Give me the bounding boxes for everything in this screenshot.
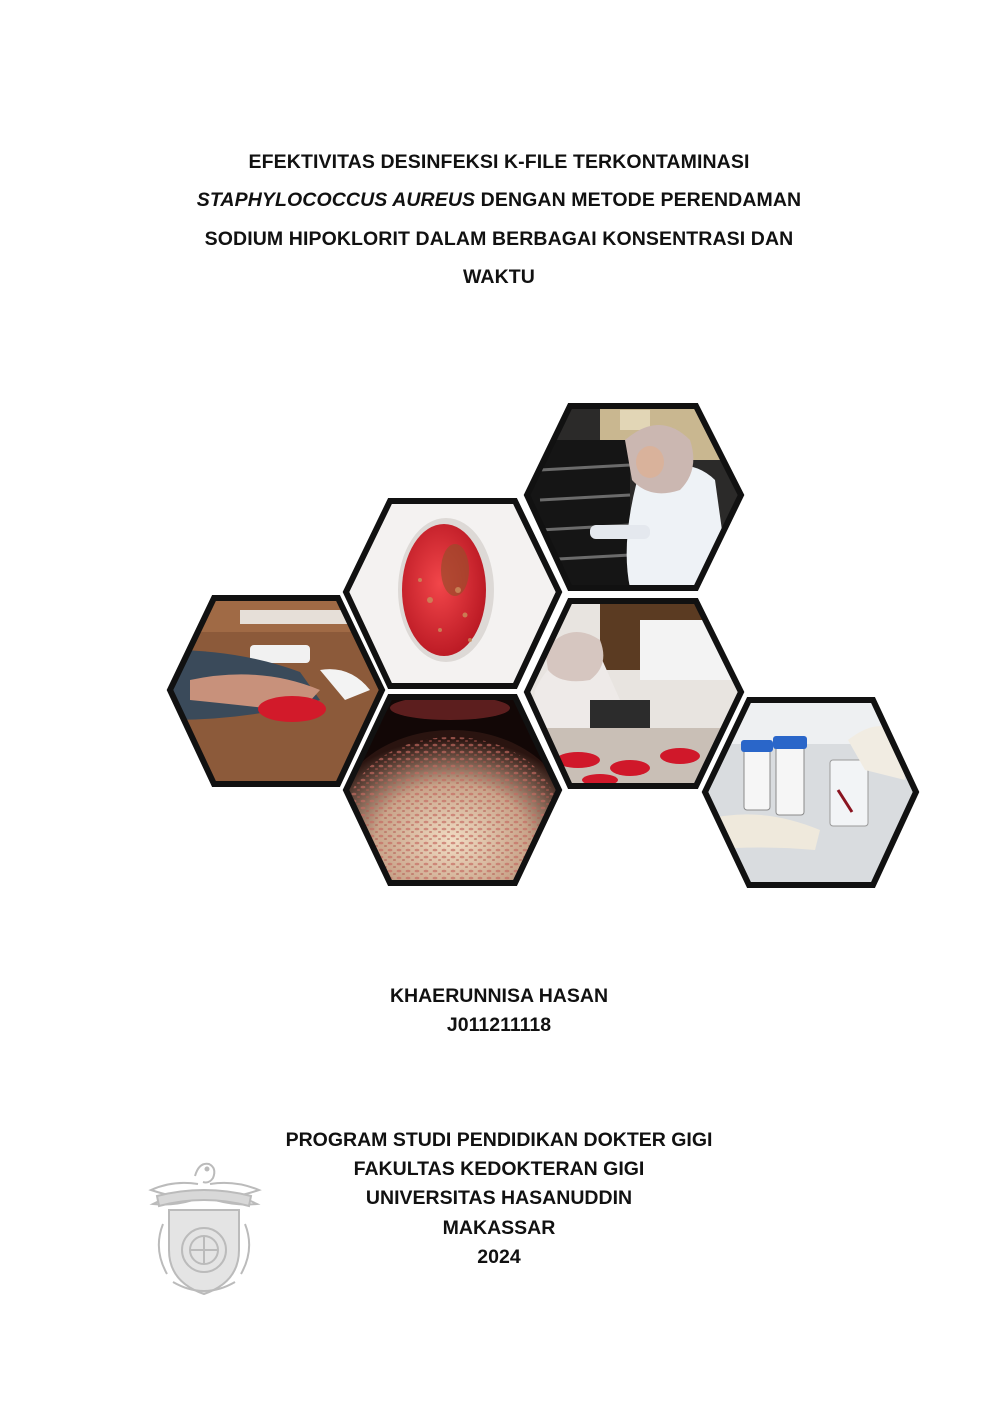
author-name: KHAERUNNISA HASAN xyxy=(389,985,609,1007)
publication-year: 2024 xyxy=(477,1245,521,1268)
title-species-italic: STAPHYLOCOCCUS AUREUS xyxy=(196,189,476,212)
university-seal-watermark xyxy=(143,1154,265,1300)
photo-test-tubes xyxy=(700,694,922,890)
photo-lab-worker-incubator xyxy=(520,400,750,595)
photo-microscope-view xyxy=(337,690,567,900)
university-name: UNIVERSITAS HASANUDDIN xyxy=(365,1187,633,1210)
title-line-3: SODIUM HIPOKLORIT DALAM BERBAGAI KONSENTRASI DAN xyxy=(204,227,794,250)
faculty-name: FAKULTAS KEDOKTERAN GIGI xyxy=(353,1158,645,1181)
photo-lab-worker-bench xyxy=(520,595,750,790)
title-line-4: WAKTU xyxy=(463,265,535,288)
title-line-1: EFEKTIVITAS DESINFEKSI K-FILE TERKONTAMINASI xyxy=(248,151,750,173)
author-block xyxy=(200,982,798,1040)
city-name: MAKASSAR xyxy=(442,1216,556,1239)
photo-hands-with-agar-plate xyxy=(165,592,390,790)
student-id: J011211118 xyxy=(446,1014,552,1036)
photo-petri-dish-colonies xyxy=(340,495,565,690)
study-program: PROGRAM STUDI PENDIDIKAN DOKTER GIGI xyxy=(285,1129,713,1151)
title-line-2: STAPHYLOCOCCUS AUREUS DENGAN METODE PERENDAMAN xyxy=(196,189,802,212)
